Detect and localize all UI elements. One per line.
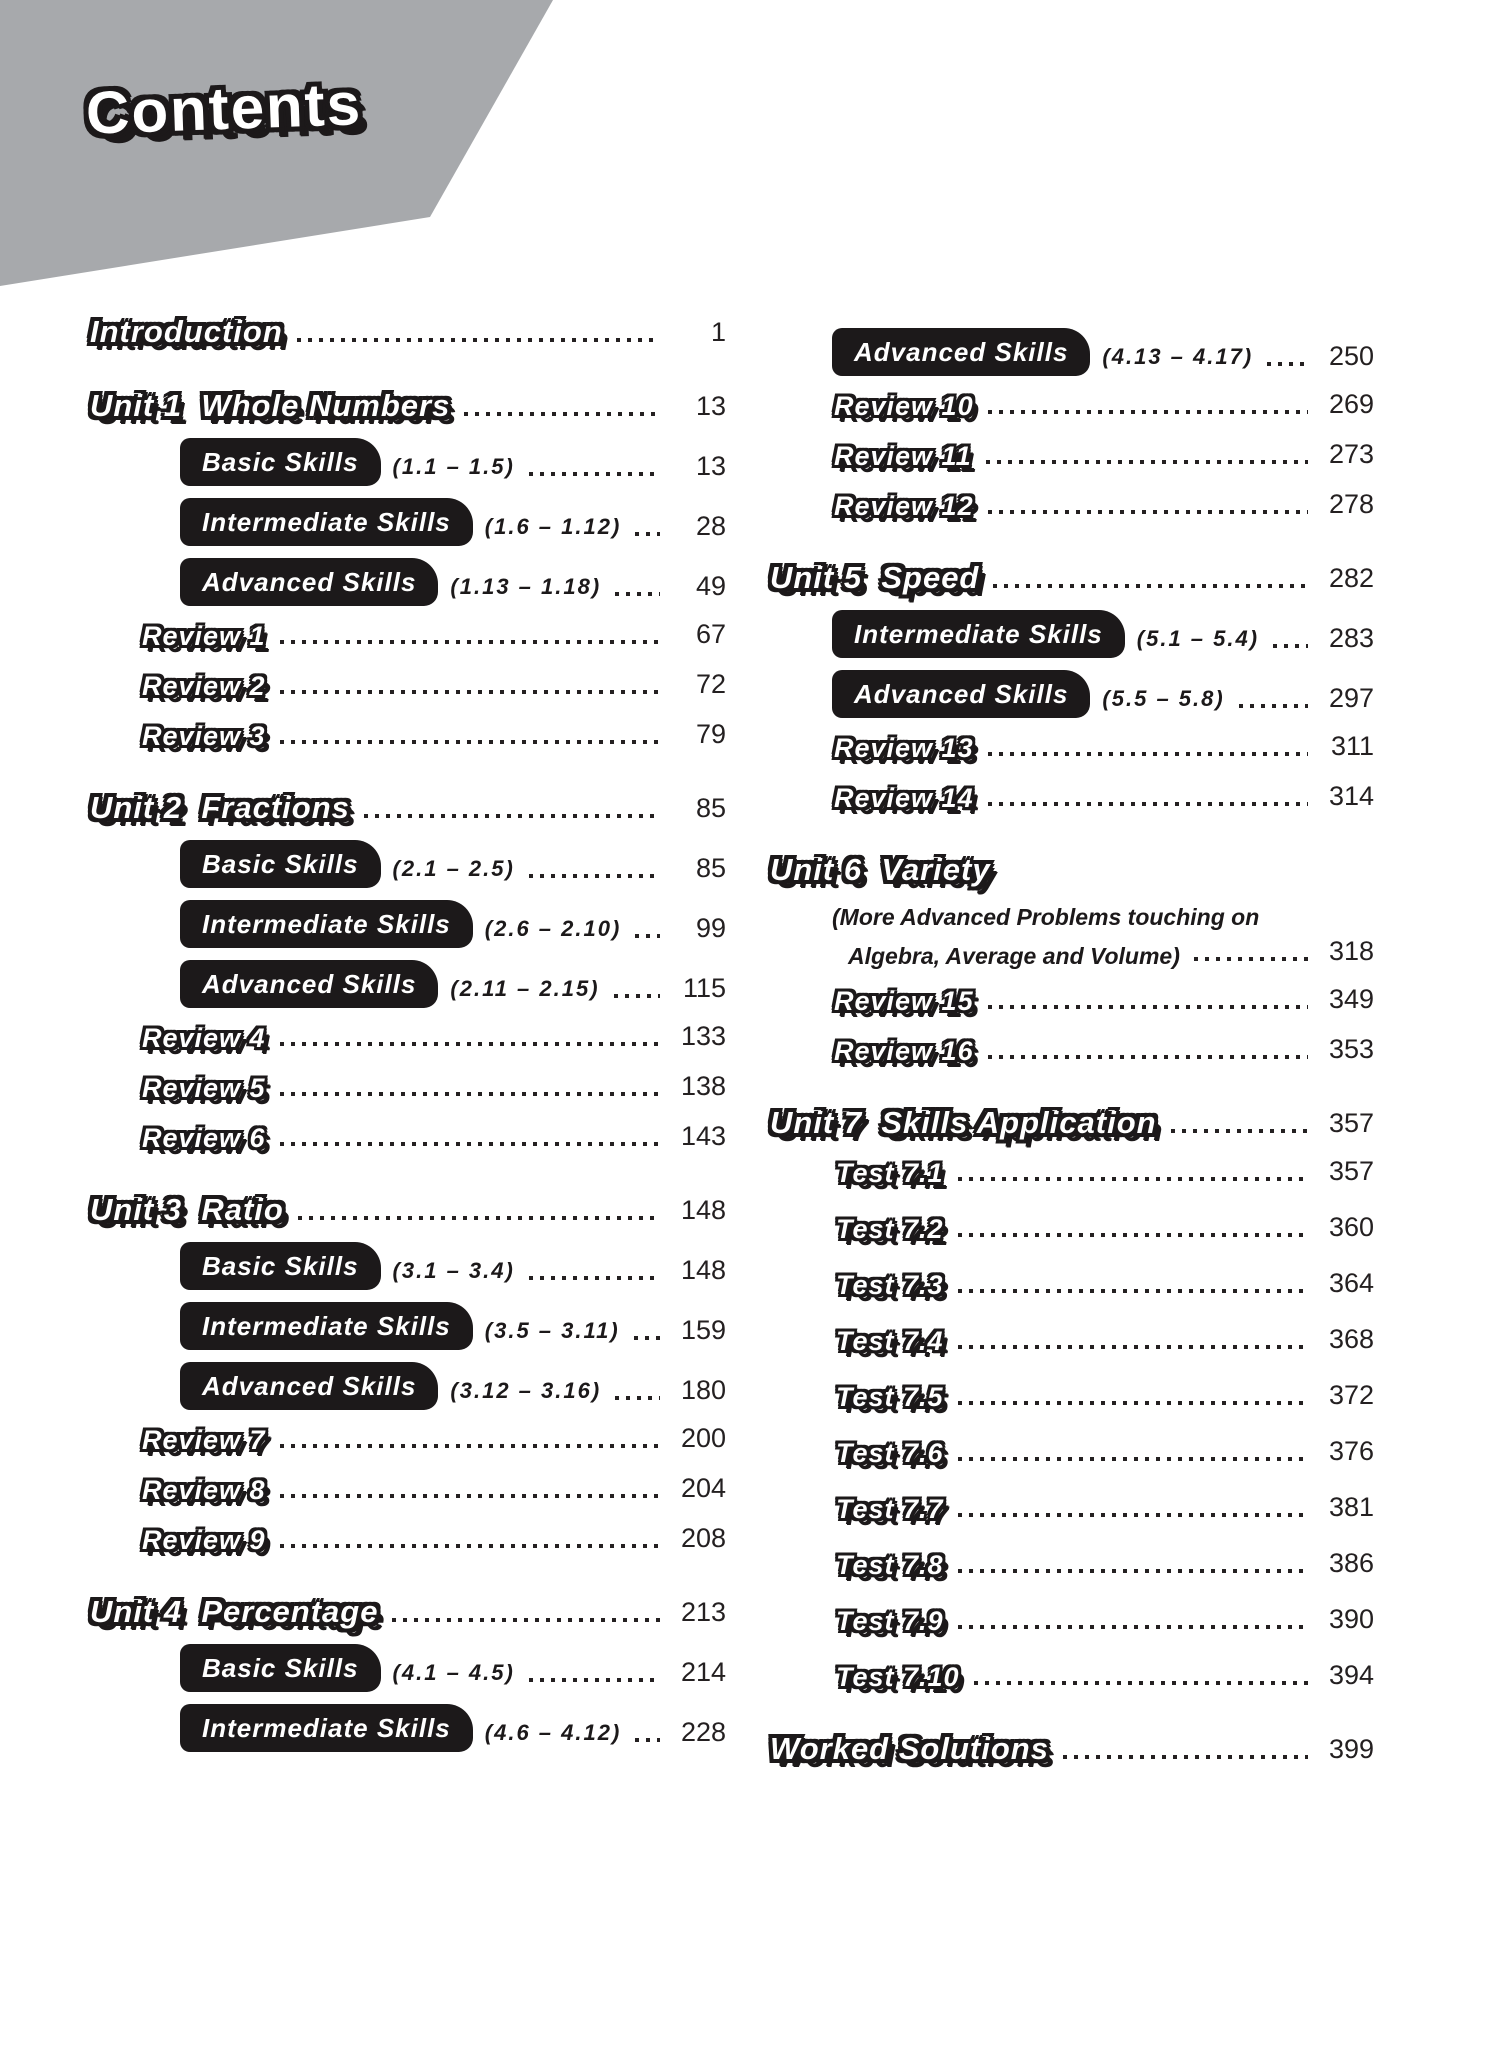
toc-row-unit-4-percentage <box>90 1592 726 1632</box>
dot-leader <box>988 802 1308 806</box>
toc-row-advanced-skills <box>832 670 1374 718</box>
toc-row-intermediate-skills <box>832 610 1374 658</box>
toc-entry-label: Review 8 <box>142 1475 266 1505</box>
page-number: 372 <box>1328 1380 1374 1410</box>
toc-row-basic-skills <box>180 1644 726 1692</box>
dot-leader <box>974 1681 1308 1685</box>
page-number: 204 <box>680 1473 726 1503</box>
section-range: (3.5 – 3.11) <box>484 1318 620 1343</box>
toc-row-test-7-9 <box>836 1603 1374 1639</box>
page-number: 85 <box>695 853 726 883</box>
page-number: 228 <box>680 1717 726 1747</box>
page-number: 283 <box>1328 623 1374 653</box>
dot-leader <box>280 640 660 644</box>
dot-leader <box>1171 1129 1308 1133</box>
toc-row-review-9 <box>142 1522 726 1558</box>
header-banner <box>0 0 600 300</box>
dot-leader <box>958 1289 1308 1293</box>
toc-row-unit-7-skills-application <box>770 1103 1374 1143</box>
page-number: 115 <box>682 973 726 1003</box>
page-number: 386 <box>1328 1548 1374 1578</box>
toc-row-review-13 <box>834 730 1374 766</box>
section-range: (5.5 – 5.8) <box>1102 686 1225 711</box>
toc-row-unit-2-fractions <box>90 788 726 828</box>
toc-row-intermediate-skills <box>180 1704 726 1752</box>
toc-row-review-16 <box>834 1033 1374 1069</box>
dot-leader <box>958 1625 1308 1629</box>
dot-leader <box>635 532 660 536</box>
dot-leader <box>280 1142 660 1146</box>
dot-leader <box>1063 1755 1308 1759</box>
dot-leader <box>988 410 1308 414</box>
dot-leader <box>529 1276 660 1280</box>
page-number: 13 <box>695 451 726 481</box>
toc-row-advanced-skills <box>180 1362 726 1410</box>
dot-leader <box>988 1055 1308 1059</box>
page-number: 49 <box>695 571 726 601</box>
dot-leader <box>988 1005 1308 1009</box>
skill-badge: Advanced Skills <box>180 558 438 606</box>
toc-entry-label: Test 7.6 <box>836 1438 944 1468</box>
dot-leader <box>635 1738 660 1742</box>
dot-leader <box>280 1544 660 1548</box>
page-number: 381 <box>1328 1492 1374 1522</box>
toc-entry-label: Unit 2 Fractions <box>90 790 350 825</box>
section-range: (2.1 – 2.5) <box>392 856 515 881</box>
dot-leader <box>280 1494 660 1498</box>
page-number: 311 <box>1330 731 1374 761</box>
page-number: 376 <box>1328 1436 1374 1466</box>
page-number: 318 <box>1328 936 1374 966</box>
toc-entry-label: Test 7.3 <box>836 1270 944 1300</box>
toc-entry-label: Review 10 <box>834 391 974 421</box>
toc-row-intermediate-skills <box>180 498 726 546</box>
toc-row-unit-3-ratio <box>90 1190 726 1230</box>
dot-leader <box>297 338 660 342</box>
skill-badge: Basic Skills <box>180 1242 381 1290</box>
dot-leader <box>635 934 660 938</box>
toc-row-review-2 <box>142 668 726 704</box>
toc-entry-label: Unit 1 Whole Numbers <box>90 388 451 423</box>
page-number: 85 <box>695 793 726 823</box>
toc-row-review-10 <box>834 388 1374 424</box>
page-number: 1 <box>710 317 726 347</box>
page-number: 99 <box>695 913 726 943</box>
skill-badge: Basic Skills <box>180 1644 381 1692</box>
toc-row-advanced-skills <box>180 960 726 1008</box>
dot-leader <box>280 690 660 694</box>
section-range: (4.1 – 4.5) <box>392 1660 515 1685</box>
page-number: 282 <box>1328 563 1374 593</box>
toc-row-review-12 <box>834 488 1374 524</box>
dot-leader <box>529 472 660 476</box>
toc-column-right <box>770 328 1374 1781</box>
page-number: 214 <box>680 1657 726 1687</box>
toc-row-algebra-average-and-volume <box>848 936 1374 971</box>
dot-leader <box>364 814 660 818</box>
dot-leader <box>958 1401 1308 1405</box>
toc-row-advanced-skills <box>180 558 726 606</box>
dot-leader <box>615 1396 660 1400</box>
skill-badge: Basic Skills <box>180 840 381 888</box>
dot-leader <box>1267 362 1308 366</box>
toc-entry-label: Review 3 <box>142 721 266 751</box>
toc-entry-label: Test 7.1 <box>836 1158 944 1188</box>
skill-badge: Advanced Skills <box>832 670 1090 718</box>
page-number: 133 <box>680 1021 726 1051</box>
toc-entry-label: Review 9 <box>142 1525 266 1555</box>
toc-entry-label: Test 7.5 <box>836 1382 944 1412</box>
toc-entry-label: Test 7.2 <box>836 1214 944 1244</box>
toc-entry-label: Unit 3 Ratio <box>90 1192 284 1227</box>
toc-row-review-14 <box>834 780 1374 816</box>
toc-entry-label: Unit 5 Speed <box>770 560 980 595</box>
toc-row-test-7-7 <box>836 1491 1374 1527</box>
toc-row-review-8 <box>142 1472 726 1508</box>
toc-entry-label: Review 6 <box>142 1123 266 1153</box>
toc-row-review-1 <box>142 618 726 654</box>
section-range: (3.12 – 3.16) <box>450 1378 602 1403</box>
toc-row-test-7-6 <box>836 1435 1374 1471</box>
toc-entry-label: Test 7.10 <box>836 1662 960 1692</box>
dot-leader <box>634 1336 660 1340</box>
page-number: 13 <box>695 391 726 421</box>
toc-row-test-7-4 <box>836 1323 1374 1359</box>
dot-leader <box>1239 704 1308 708</box>
toc-entry-label: Unit 7 Skills Application <box>770 1105 1157 1140</box>
section-range: (5.1 – 5.4) <box>1136 626 1260 651</box>
dot-leader <box>958 1569 1308 1573</box>
dot-leader <box>529 1678 660 1682</box>
skill-badge: Advanced Skills <box>180 1362 438 1410</box>
toc-entry-label: Review 2 <box>142 671 266 701</box>
dot-leader <box>993 584 1308 588</box>
toc-row-test-7-3 <box>836 1267 1374 1303</box>
dot-leader <box>1194 957 1308 961</box>
toc-row-test-7-1 <box>836 1155 1374 1191</box>
skill-badge: Intermediate Skills <box>180 498 473 546</box>
toc-row-test-7-2 <box>836 1211 1374 1247</box>
toc-row-test-7-5 <box>836 1379 1374 1415</box>
page-number: 200 <box>680 1423 726 1453</box>
page-number: 390 <box>1328 1604 1374 1634</box>
page-number: 269 <box>1328 389 1374 419</box>
toc-entry-label: Review 15 <box>834 986 974 1016</box>
dot-leader <box>529 874 660 878</box>
page-number: 349 <box>1328 984 1374 1014</box>
dot-leader <box>988 510 1308 514</box>
toc-row-unit-6-variety <box>770 850 1374 890</box>
toc-row-review-11 <box>834 438 1374 474</box>
toc-row-review-3 <box>142 718 726 754</box>
page-number: 399 <box>1328 1734 1374 1764</box>
toc-row-unit-5-speed <box>770 558 1374 598</box>
page-number: 353 <box>1328 1034 1374 1064</box>
toc-entry-label: Review 13 <box>834 733 974 763</box>
page-number: 67 <box>695 619 726 649</box>
toc-row-review-4 <box>142 1020 726 1056</box>
toc-entry-label: Review 7 <box>142 1425 266 1455</box>
skill-badge: Advanced Skills <box>832 328 1090 376</box>
dot-leader <box>958 1345 1308 1349</box>
toc-entry-label: Test 7.7 <box>836 1494 944 1524</box>
toc-row-review-6 <box>142 1120 726 1156</box>
dot-leader <box>464 412 660 416</box>
dot-leader <box>958 1513 1308 1517</box>
dot-leader <box>988 752 1308 756</box>
dot-leader <box>615 592 660 596</box>
toc-entry-label: Review 5 <box>142 1073 266 1103</box>
toc-row-worked-solutions <box>770 1729 1374 1769</box>
skill-badge: Intermediate Skills <box>180 1704 473 1752</box>
page-number: 360 <box>1328 1212 1374 1242</box>
page-number: 368 <box>1328 1324 1374 1354</box>
toc-entry-label: Review 16 <box>834 1036 974 1066</box>
page-number: 143 <box>680 1121 726 1151</box>
dot-leader <box>280 1444 660 1448</box>
toc-entry-label: Worked Solutions <box>770 1731 1049 1766</box>
page-number: 278 <box>1328 489 1374 519</box>
page-number: 148 <box>680 1195 726 1225</box>
toc-entry-label: Algebra, Average and Volume) <box>848 943 1180 969</box>
toc-entry-label: Test 7.4 <box>836 1326 944 1356</box>
toc-entry-label: (More Advanced Problems touching on <box>832 904 1260 930</box>
page-number: 297 <box>1328 683 1374 713</box>
page-number: 357 <box>1328 1108 1374 1138</box>
section-range: (1.13 – 1.18) <box>450 574 602 599</box>
toc-row-review-5 <box>142 1070 726 1106</box>
toc-row-intermediate-skills <box>180 900 726 948</box>
page-number: 250 <box>1328 341 1374 371</box>
page-number: 314 <box>1328 781 1374 811</box>
toc-row-introduction <box>90 312 726 352</box>
page-number: 208 <box>680 1523 726 1553</box>
toc-entry-label: Review 12 <box>834 491 974 521</box>
toc-row-intermediate-skills <box>180 1302 726 1350</box>
page-number: 79 <box>695 719 726 749</box>
section-range: (3.1 – 3.4) <box>392 1258 515 1283</box>
section-range: (2.6 – 2.10) <box>484 916 622 941</box>
toc-entry-label: Review 1 <box>142 621 266 651</box>
toc-column-left <box>90 312 726 1764</box>
section-range: (1.1 – 1.5) <box>392 454 515 479</box>
toc-row-test-7-8 <box>836 1547 1374 1583</box>
toc-row-test-7-10 <box>836 1659 1374 1695</box>
skill-badge: Intermediate Skills <box>180 900 473 948</box>
toc-entry-label: Review 4 <box>142 1023 266 1053</box>
dot-leader <box>1273 644 1308 648</box>
toc-entry-label: Review 14 <box>834 783 974 813</box>
skill-badge: Basic Skills <box>180 438 381 486</box>
dot-leader <box>280 1042 660 1046</box>
page-number: 394 <box>1328 1660 1374 1690</box>
toc-row-more-advanced-problems-touching-on <box>832 902 1374 932</box>
page-number: 180 <box>680 1375 726 1405</box>
skill-badge: Advanced Skills <box>180 960 438 1008</box>
page-title: Contents <box>84 70 364 147</box>
page-number: 364 <box>1328 1268 1374 1298</box>
dot-leader <box>958 1177 1308 1181</box>
page-number: 273 <box>1328 439 1374 469</box>
page-number: 213 <box>680 1597 726 1627</box>
toc-row-basic-skills <box>180 438 726 486</box>
dot-leader <box>958 1233 1308 1237</box>
page-number: 28 <box>695 511 726 541</box>
dot-leader <box>986 460 1308 464</box>
dot-leader <box>298 1216 660 1220</box>
toc-entry-label: Test 7.9 <box>836 1606 944 1636</box>
dot-leader <box>614 994 660 998</box>
dot-leader <box>958 1457 1308 1461</box>
toc-entry-label: Introduction <box>90 314 283 349</box>
toc-row-basic-skills <box>180 1242 726 1290</box>
skill-badge: Intermediate Skills <box>180 1302 473 1350</box>
toc-entry-label: Test 7.8 <box>836 1550 944 1580</box>
toc-entry-label: Review 11 <box>834 441 972 471</box>
toc-row-review-15 <box>834 983 1374 1019</box>
dot-leader <box>392 1618 660 1622</box>
dot-leader <box>280 1092 660 1096</box>
page-number: 357 <box>1328 1156 1374 1186</box>
toc-row-advanced-skills <box>832 328 1374 376</box>
section-range: (4.6 – 4.12) <box>484 1720 622 1745</box>
page-number: 72 <box>695 669 726 699</box>
page-number: 159 <box>680 1315 726 1345</box>
dot-leader <box>280 740 660 744</box>
section-range: (2.11 – 2.15) <box>450 976 600 1001</box>
toc-entry-label: Unit 6 Variety <box>770 852 991 887</box>
toc-row-basic-skills <box>180 840 726 888</box>
toc-row-review-7 <box>142 1422 726 1458</box>
toc-row-unit-1-whole-numbers <box>90 386 726 426</box>
section-range: (1.6 – 1.12) <box>484 514 622 539</box>
section-range: (4.13 – 4.17) <box>1102 344 1254 369</box>
skill-badge: Intermediate Skills <box>832 610 1125 658</box>
page-number: 148 <box>680 1255 726 1285</box>
toc-entry-label: Unit 4 Percentage <box>90 1594 379 1629</box>
page-number: 138 <box>680 1071 726 1101</box>
